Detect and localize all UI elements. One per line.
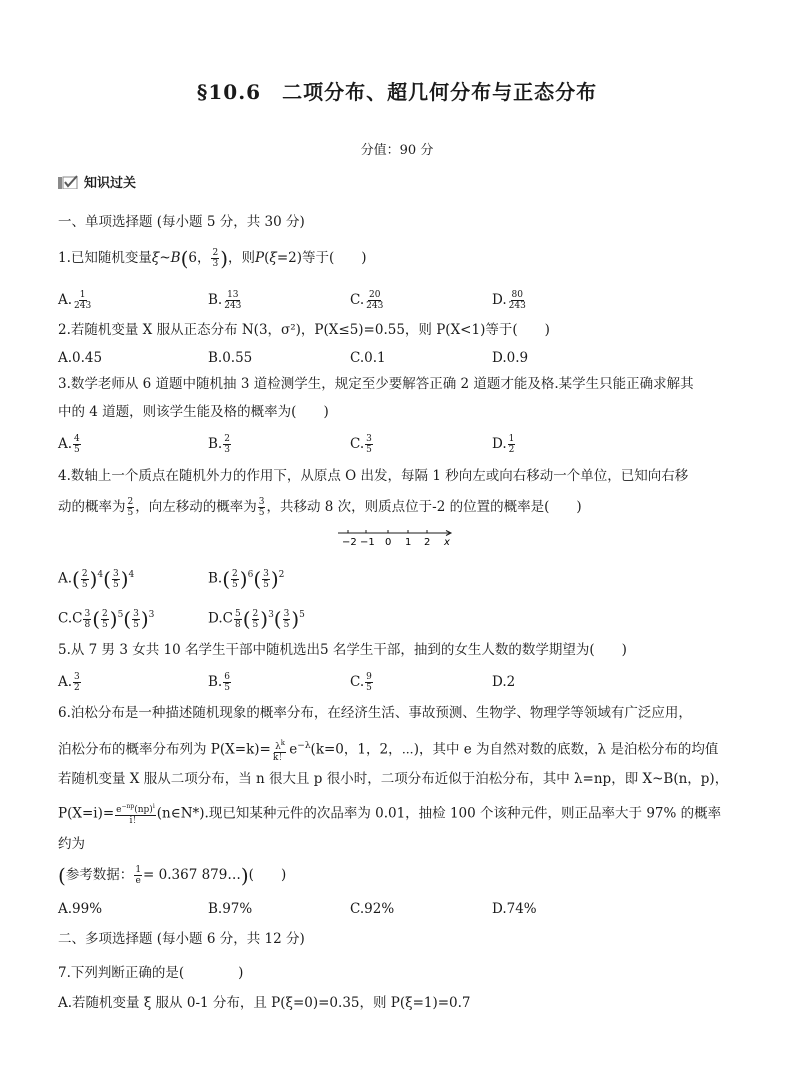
q4-option-a[interactable]: A.( $\frac{2}{5}$ )$^4$( $\frac{3}{5}$ )$^4$ (58, 567, 135, 591)
axis-label: −2 (342, 537, 357, 548)
number-line-figure (338, 530, 458, 552)
q3-stem-line1: 3.数学老师从 6 道题中随机抽 3 道检测学生，规定至少要解答正确 2 道题才能及格.某学生只能正确求解其 (58, 376, 694, 392)
part2-heading: 二、多项选择题 (每小题 6 分，共 12 分) (58, 931, 305, 947)
q3-option-d[interactable]: D. $\frac{1}{2}$ (492, 434, 515, 455)
q7-option-a[interactable]: A.若随机变量 ξ 服从 0-1 分布，且 P(ξ=0)=0.35，则 P(ξ=1)=0.7 (58, 995, 471, 1011)
q5-option-b[interactable]: B. $\frac{6}{5}$ (208, 672, 230, 693)
q1-stem: 1.已知随机变量ξ~B(6， $\frac{2}{3}$ )，则P(ξ=2)等于( ) (58, 246, 367, 271)
q2-option-b[interactable]: B.0.55 (208, 350, 253, 366)
q6-stem-line2: 泊松分布的概率分布列为 P(X=k)= $\frac{\lambda^k}{k!}$ $e^{-\lambda}(k=0$，1，2，⋯)，其中 e 为自然对数的底数，λ 是泊松分布的均值 (58, 738, 719, 763)
q4-stem-line2: 动的概率为 $\frac{2}{5}$ ，向左移动的概率为 $\frac{3}{5}$ ，共移动 8 次，则质点位于-2 的位置的概率是( ) (58, 497, 582, 518)
q1-option-a[interactable]: A. $\frac{1}{243}$ (58, 290, 92, 311)
q2-option-a[interactable]: A.0.45 (58, 350, 103, 366)
number-line (338, 530, 458, 548)
axis-label: 2 (424, 537, 431, 548)
q1-option-c[interactable]: C. $\frac{20}{243}$ (350, 290, 384, 311)
axis-label: 0 (385, 537, 392, 548)
q5-option-c[interactable]: C. $\frac{9}{5}$ (350, 672, 372, 693)
q6-option-a[interactable]: A.99% (58, 901, 103, 917)
q6-stem-line4: P(X=i)= $\frac{e^{-np}(np)^i}{i!}$ (n∈N*).现已知某种元件的次品率为 0.01，抽检 100 个该种元件，则正品率大于 97% 的概率 (58, 803, 722, 826)
q4-option-c[interactable]: C.C $\frac{3}{8}$ ( $\frac{2}{5}$ )$^5$( $\frac{3}{5}$ )$^3$ (58, 607, 155, 631)
q6-reference: (参考数据： $\frac{1}{e}$ = 0.367 879…)( ) (58, 863, 287, 888)
q1-option-b[interactable]: B. $\frac{13}{243}$ (208, 290, 242, 311)
part1-heading: 一、单项选择题 (每小题 5 分，共 30 分) (58, 214, 305, 230)
q6-stem-line1: 6.泊松分布是一种描述随机现象的概率分布，在经济生活、事故预测、生物学、物理学等领域有广泛应用， (58, 705, 692, 721)
q2-option-c[interactable]: C.0.1 (350, 350, 386, 366)
q5-option-d[interactable]: D.2 (492, 674, 516, 690)
q2-stem: 2.若随机变量 X 服从正态分布 N(3，σ²)，P(X≤5)=0.55，则 P(X<1)等于( ) (58, 322, 550, 338)
check-icon (58, 175, 78, 189)
q5-option-a[interactable]: A. $\frac{3}{2}$ (58, 672, 80, 693)
page-title: §10.6 二项分布、超几何分布与正态分布 (196, 80, 598, 104)
q6-stem-line3: 若随机变量 X 服从二项分布，当 n 很大且 p 很小时，二项分布近似于泊松分布，其中 λ=np，即 X~B(n，p)， (58, 771, 729, 787)
q7-stem: 7.下列判断正确的是( ) (58, 965, 244, 981)
q4-option-b[interactable]: B.( $\frac{2}{5}$ )$^6$( $\frac{3}{5}$ )$^2$ (208, 567, 285, 591)
q6-option-c[interactable]: C.92% (350, 901, 395, 917)
section-label: 知识过关 (84, 176, 137, 191)
q6-option-d[interactable]: D.74% (492, 901, 537, 917)
q1-option-d[interactable]: D. $\frac{80}{243}$ (492, 290, 526, 311)
q6-stem-line5: 约为 (58, 836, 85, 852)
axis-label: x (444, 537, 450, 548)
q3-option-a[interactable]: A. $\frac{4}{5}$ (58, 434, 80, 455)
q2-option-d[interactable]: D.0.9 (492, 350, 529, 366)
q3-option-b[interactable]: B. $\frac{2}{3}$ (208, 434, 230, 455)
q4-stem-line1: 4.数轴上一个质点在随机外力的作用下，从原点 O 出发，每隔 1 秒向左或向右移动一个单位，已知向右移 (58, 468, 689, 484)
axis-label: −1 (360, 537, 375, 548)
q3-stem-line2: 中的 4 道题，则该学生能及格的概率为( ) (58, 404, 329, 420)
score-label: 分值：90 分 (360, 143, 434, 158)
q5-stem: 5.从 7 男 3 女共 10 名学生干部中随机选出5 名学生干部，抽到的女生人数的数学期望为( ) (58, 642, 627, 658)
section-header (58, 172, 136, 191)
axis-label: 1 (405, 537, 412, 548)
q3-option-c[interactable]: C. $\frac{3}{5}$ (350, 434, 372, 455)
q6-option-b[interactable]: B.97% (208, 901, 253, 917)
q4-option-d[interactable]: D.C $\frac{5}{8}$ ( $\frac{2}{5}$ )$^3$( $\frac{3}{5}$ )$^5$ (208, 607, 305, 631)
